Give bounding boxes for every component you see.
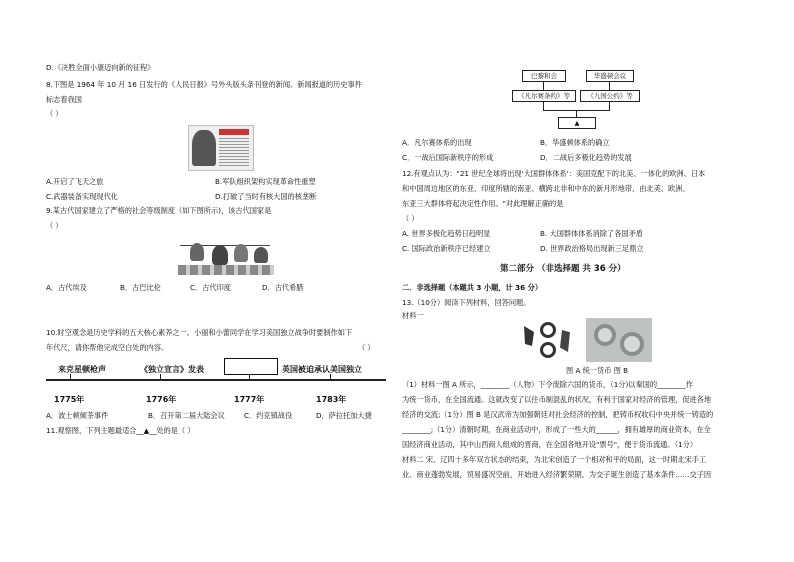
round-coin-icon [540,322,556,338]
q10-option-b: B．召开第二届大陆会议 [148,411,225,420]
cartoon-bottom-row [178,265,274,275]
section2-heading: 二．非选择题（本题共 3 小题，计 36 分） [402,283,543,292]
q12-stem-line1: 12.有观点认为："21 世纪全球将出现'大国群体体系'：美国克配下的北美、一体化的欧洲、日本 [402,169,706,178]
q8-option-c: C.武器装备实现现代化 [46,192,118,201]
q8-stem-line2: 标志着我国 [46,95,82,104]
q13-para-line3: 经济的交流;（1分）图 B 是汉武帝为加强朝廷对社会经济的控制，把铸币权收归中央并统一铸造的 [402,410,714,419]
diagram-box-washington: 华盛顿会议 [586,70,634,82]
part2-heading: 第二部分 （非选择题 共 36 分） [500,264,626,274]
q12-option-a: A. 世界多极化趋势日趋明显 [402,229,491,238]
diagram-box-topic: ▲ [558,117,596,129]
diagram-box-paris: 巴黎和会 [522,70,566,82]
q10-option-c: C．约克镇战役 [244,411,293,420]
diagram-connector [609,81,610,90]
q12-stem-line2: 和中国周边地区的东亚、印度所辖的南亚、横跨北非和中东的新月形地带、由北美、欧洲、 [402,184,690,193]
headline-bar [219,129,249,135]
q10-option-a: A．波士顿倾茶事件 [46,411,109,420]
q10-option-d: D．萨拉托加大捷 [316,411,372,420]
q10-stem-line2: 年代尺，请你帮他完成空白处的内容。 [46,343,169,352]
newsprint-text [219,138,249,166]
diagram-box-versailles: 《凡尔赛条约》等 [512,90,576,102]
coin-image-b [586,318,652,362]
q10-answer-paren: （ ） [358,343,375,352]
wuzhu-coin-icon [594,324,616,346]
timeline-tick [249,374,250,381]
round-coin-icon [540,342,556,358]
diagram-box-nine-power: 《九国公约》等 [580,90,640,102]
q8-stem-line1: 8.下图是 1964 年 10 月 16 日发行的《人民日报》号外头版头条刊登的新闻。新闻报道的历史事件 [46,80,362,89]
spade-coin-icon [560,330,570,352]
q11-option-d: D．二战后多极化趋势的发展 [540,153,632,162]
timeline-label-right: 英国被迫承认美国独立 [282,365,362,374]
q8-option-d: D.打破了当时有核大国的核垄断 [215,192,317,201]
figure-icon [234,244,248,262]
q8-option-b: B.军队组织架构实现革命性重塑 [215,177,316,186]
q12-option-c: C. 国际政治新秩序已经建立 [402,244,491,253]
q9-option-b: B．古巴比伦 [120,283,161,292]
timeline-blank-box [224,358,278,375]
figure-caption: 图 A 统一货币 图 B [566,366,629,375]
q13-para-line5: 国经济商业活动，其中山西商人组成的晋商，在全国各地开设"票号"，便于货币流通。（1分） [402,440,698,449]
q9-option-d: D．古代希腊 [262,283,304,292]
timeline-axis [46,379,386,381]
q11-option-b: B．华盛顿体系的确立 [540,138,610,147]
knife-coin-icon [524,326,534,346]
diagram-connector [576,110,577,117]
timeline-label-left: 来克星顿枪声 [58,365,106,374]
q8-option-a: A.开启了飞天之旅 [46,177,104,186]
q9-option-c: C．古代印度 [190,283,231,292]
wuzhu-coin-icon [620,332,644,356]
timeline-label-mid: 《独立宣言》发表 [140,365,204,374]
q13-stem: 13.（10分）阅读下列材料，回答问题。 [402,298,531,307]
q11-option-a: A．凡尔赛体系的出现 [402,138,472,147]
q7-option-d: D.《决胜全面小康迈向新的征程》 [46,63,155,72]
diagram-connector [543,81,544,90]
timeline-year: 1775年 [54,395,85,404]
figure-icon [212,245,228,265]
q12-option-b: B. 大国群体体系消除了各国矛盾 [540,229,643,238]
timeline-year: 1777年 [234,395,265,404]
timeline-tick [160,374,161,381]
q9-stem: 9.某古代国家建立了严格的社会等级制度（如下图所示)，该古代国家是 [46,206,272,215]
mushroom-cloud-icon [192,130,216,166]
q13-para-line1: （1）材料一图 A 所示，________（人物）下令废除六国的货币，（1分)以秦国的________作 [402,380,693,389]
figure-icon [190,243,204,261]
timeline-year: 1783年 [316,395,347,404]
material2-line2: 业、商业蓬勃发展，贸易盛况空前，开始进入经济繁荣期，为交子诞生创造了基本条件……交子因 [402,470,712,479]
q9-answer-paren: （ ） [46,221,63,230]
timeline-tick [70,374,71,381]
q12-stem-line3: 东亚三大群体将起决定性作用。"对此理解正确的是 [402,199,564,208]
coin-image-a [522,318,574,362]
q8-answer-paren: （ ） [46,109,63,118]
figure-icon [254,247,268,263]
q12-option-d: D. 世界政治格局出现新三足鼎立 [540,244,644,253]
q9-option-a: A．古代埃及 [46,283,87,292]
q13-para-line2: 为统一货币，在全国流通。这就改变了以往币制混乱的状况，有利于国家对经济的管理，促进各地 [402,395,712,404]
material1-label: 材料一 [402,311,424,320]
timeline-tick [330,374,331,381]
q12-answer-paren: （ ） [402,214,419,223]
q13-para-line4: ________;（1分）清朝时期，在商业活动中，形成了一些大的______，拥有雄厚的商业资本，在全 [402,425,711,434]
material2-line1: 材料二 宋、辽四十多年双方状态的结束，为北宋创造了一个相对和平的局面，这一时期北宋手工 [402,455,707,464]
hierarchy-cartoon-image [170,235,280,277]
newspaper-image [188,125,254,171]
q11-stem: 11.观察图，下列主题最适合__▲__处的是（ ） [46,426,195,435]
q11-option-c: C．一战后国际新秩序的形成 [402,153,494,162]
timeline-year: 1776年 [146,395,177,404]
q10-stem-line1: 10.时空观念是历史学科的五大核心素养之一。小丽和小蕾同学在学习美国独立战争时要制作如下 [46,328,353,337]
